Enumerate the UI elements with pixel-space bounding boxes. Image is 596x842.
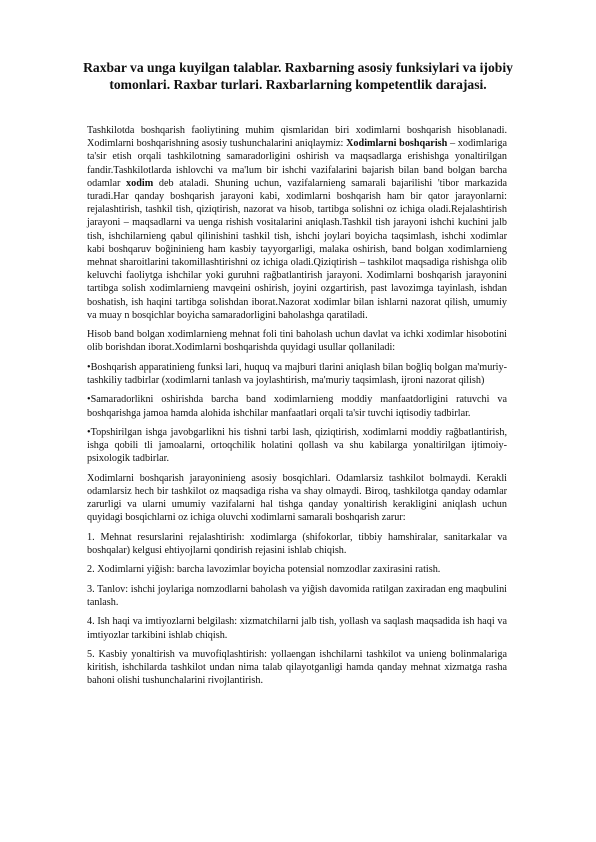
numbered-paragraph: 1. Mehnat resurslarini rejalashtirish: xodimlarga (shifokorlar, tibbiy hamshiralar, sanitarkalar va boshqalar) kelgusi ehtiyojlarni qondirish rejasini ishlab chiqish. [87,531,507,557]
numbered-paragraph: 4. Ish haqi va imtiyozlarni belgilash: xizmatchilarni jalb tish, yollash va saqlash maqsadida ish haqi va imtiyozlar tarkibini ishlab chiqish. [87,616,507,641]
paragraph-text: deb ataladi. Shuning uchun, vazifalarnieng samarali bajarilishi 'tibor markazida turadi.Har qanday boshqarish jarayoni kabi, xodimlarni boshqarish ham bir qator jarayonlarni: rejalashtirish, tashkil tish, qiziqtirish, nazorat va hisob, tartibga solishni oz ichiga oladi.Rejalashtirish jarayoni – maqsadlarni va uenga rishish vositalarini aniqlash.Tashkil tish jarayoni ishchi kuchini jalb tish, ishchilarnieng qabul qilinishini tashkil tish, ishchi joylari boyicha taqsimlash, ishchi xodimlar kabi boshqaruv boğininieng ham kasbiy tayyorgarligi, malaka oshirish, band bolgan xodimlarnieng mehnat sharoitlarini takomillashtirishni oz ichiga oladi.Qiziqtirish – tashkilot maqsadiga rishishga olib keluvchi faoliytga ishchilar yoki guruhni rağbatlantirish jarayoni. Xodimlarni boshqarish jarayonini tartibga solish xodimlarnieng mavqeini oshirish, joyini ozgartirish, past lavozimga tayinlash, ishdan boshatish, ish haqini tartibga solishdan iborat.Nazorat xodimlar bilan ishlarni nazorat qilish, umumiy va muay n bosqichlar boyicha samaradorligini baholashga qaratiladi. [87,177,507,321]
paragraph-text: – xodimlariga ta'sir etish orqali tashkilotning samaradorligini oshirish va maqsadlarga erishishga yonaltirilgan fandir.Tashkilotlarda ishlovchi va ma'lum bir ishchi vazifalarini bajarish bilan band bolgan barcha odamlar [87,138,507,189]
bold-term: xodim [126,177,154,189]
bullet-paragraph: •Boshqarish apparatinieng funksi lari, huquq va majburi tlarini aniqlash bilan boğliq bolgan ma'muriy-tashkiliy tadbirlar (xodimlarni tanlash va joylashtirish, ma'muriy taqsimlash, ijroni nazorat qilish) [87,361,507,387]
bullet-paragraph: •Topshirilgan ishga javobgarlikni his tishni tarbi lash, qiziqtirish, xodimlarni moddiy rağbatlantirish, ishga qobili tli jamoalarni, ortoqchilik holatini qollash va shu kabilarga yonaltirilgan ijtimoiy-psixologik tadbirlar. [87,427,507,465]
bullet-paragraph: •Samaradorlikni oshirishda barcha band xodimlarnieng moddiy manfaatdorligini ratuvchi va boshqarishga jamoa hamda alohida ishchilar manfaatlari orqali ta'sir tuvchi iqtisodiy tadbirlar. [87,394,507,419]
numbered-paragraph: 5. Kasbiy yonaltirish va muvofiqlashtirish: yollaengan ishchilarni tashkilot va unieng bolinmalariga kiritish, ishchilarda tashkilot undan nima talab qilayotganligi hamda qanday mehnat xizmatga rasha bahoni olishi tushunchalarini rivojlantirish. [87,648,507,687]
paragraph [87,124,507,322]
bold-term: Xodimlarni boshqarish [346,138,448,150]
paragraph: Xodimlarni boshqarish jarayoninieng asosiy bosqichlari. Odamlarsiz tashkilot bolmaydi. Kerakli odamlarsiz hech bir tashkilot oz maqsadiga risha va shay olmaydi. Biroq, tashkilotga qanday odamlar zarurligi va ularni umumiy vazifalarni hal tishga qanday yonaltirish kerakligini aniqlash uchun quyidagi bosqichlarni oz ichiga oluvchi xodimlarni samarali boshqarish zarur: [87,472,507,524]
document-body [87,124,507,694]
paragraph: Hisob band bolgan xodimlarnieng mehnat foli tini baholash uchun davlat va ichki xodimlar hisobotini olib borishdan iborat.Xodimlarni boshqarishda quyidagi usullar qollaniladi: [87,329,507,354]
paragraph-text: Tashkilotda boshqarish faoliytining muhim qismlaridan biri xodimlarni boshqarish hisoblanadi. Xodimlarni boshqarishning asosiy tushunchalarini aniqlaymiz: [87,125,507,150]
numbered-paragraph: 3. Tanlov: ishchi joylariga nomzodlarni baholash va yiğish davomida ratilgan zaxiradan eng maqbulini tanlash. [87,583,507,608]
numbered-paragraph: 2. Xodimlarni yiğish: barcha lavozimlar boyicha potensial nomzodlar zaxirasini ratish. [87,564,441,576]
document-title: Raxbar va unga kuyilgan talablar. Raxbarning asosiy funksiylari va ijobiy tomonlari. Raxbar turlari. Raxbarlarning kompetentlik darajasi. [83,60,513,92]
